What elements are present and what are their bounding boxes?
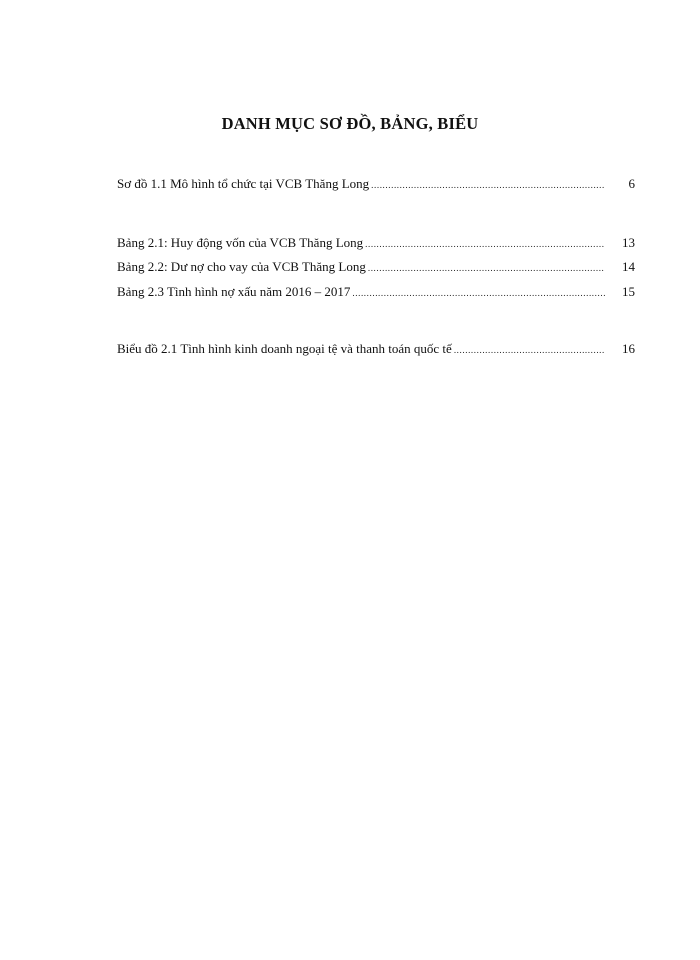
toc-entry-page: 16: [622, 341, 635, 356]
toc-entry-label: Sơ đồ 1.1 Mô hình tổ chức tại VCB Thăng Long: [117, 176, 370, 191]
page-title: DANH MỤC SƠ ĐỒ, BẢNG, BIỂU: [221, 114, 479, 133]
toc-entry-label: Bảng 2.1: Huy động vốn của VCB Thăng Long: [117, 234, 364, 250]
toc-entry-table-2-3[interactable]: [117, 280, 635, 305]
toc-entry-label: Bảng 2.3 Tình hình nợ xấu năm 2016 – 2017: [117, 283, 351, 299]
group-spacer: [117, 197, 635, 231]
dot-leader: [454, 338, 605, 363]
dot-leader: [352, 281, 605, 306]
table-group: [117, 231, 635, 305]
toc-entry-diagram-1-1[interactable]: [117, 172, 635, 197]
dot-leader: [368, 256, 605, 281]
toc-entry-table-2-2[interactable]: [117, 255, 635, 280]
group-spacer: [117, 304, 635, 337]
chart-group: [117, 337, 635, 362]
dot-leader: [371, 173, 605, 198]
toc-entry-page: 15: [622, 283, 635, 299]
dot-leader: [365, 232, 605, 257]
toc-entry-table-2-1[interactable]: [117, 231, 635, 256]
toc-entry-page: 13: [622, 234, 635, 250]
toc-entry-label: Biểu đồ 2.1 Tình hình kinh doanh ngoại tệ và thanh toán quốc tế: [117, 341, 452, 356]
toc-entry-page: 14: [622, 259, 635, 274]
toc-entry-label: Bảng 2.2: Dư nợ cho vay của VCB Thăng Long: [117, 259, 366, 274]
toc-entry-page: 6: [628, 176, 635, 191]
table-of-figures: [117, 172, 635, 362]
diagram-group: [117, 172, 635, 197]
toc-entry-chart-2-1[interactable]: [117, 337, 635, 362]
